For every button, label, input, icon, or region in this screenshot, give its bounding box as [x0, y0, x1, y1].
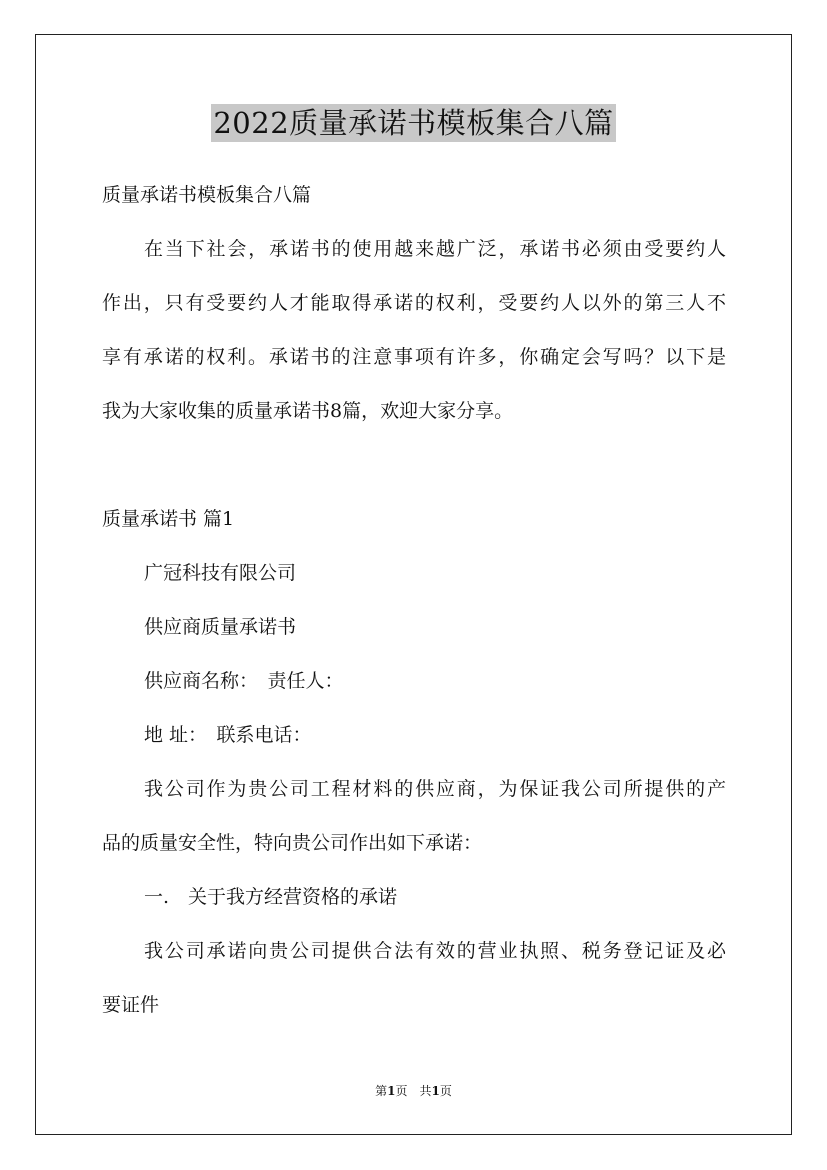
footer-page-current: 1: [387, 1084, 396, 1098]
section-heading: 质量承诺书 篇1: [102, 508, 235, 530]
footer-page-total: 1: [431, 1084, 440, 1098]
intro-line-3: 享有承诺的权利。承诺书的注意事项有许多，你确定会写吗？以下是: [102, 346, 726, 368]
body-2-line-1: 我公司承诺向贵公司提供合法有效的营业执照、税务登记证及必: [144, 940, 726, 962]
title-container: [0, 104, 827, 142]
commitment-doc-name: 供应商质量承诺书: [144, 616, 297, 638]
company-name: 广冠科技有限公司: [144, 562, 297, 584]
body-1-line-1: 我公司作为贵公司工程材料的供应商，为保证我公司所提供的产: [144, 778, 726, 800]
supplier-fields: 供应商名称： 责任人：: [144, 670, 344, 692]
address-fields: 地 址： 联系电话：: [144, 724, 312, 746]
clause-1-heading: 一. 关于我方经营资格的承诺: [144, 886, 398, 908]
intro-line-1: 在当下社会，承诺书的使用越来越广泛，承诺书必须由受要约人: [144, 238, 726, 260]
body-1-line-2: 品的质量安全性，特向贵公司作出如下承诺：: [102, 832, 483, 854]
footer-prefix: 第: [375, 1084, 388, 1098]
intro-line-4: 我为大家收集的质量承诺书8篇，欢迎大家分享。: [102, 400, 514, 422]
page-footer: [0, 1083, 827, 1099]
body-2-line-2: 要证件: [102, 994, 160, 1016]
footer-suffix: 页: [439, 1084, 452, 1098]
document-subtitle: 质量承诺书模板集合八篇: [102, 184, 312, 206]
document-title: 2022质量承诺书模板集合八篇: [213, 106, 614, 140]
intro-line-2: 作出，只有受要约人才能取得承诺的权利，受要约人以外的第三人不: [102, 292, 726, 314]
footer-mid: 页 共: [395, 1084, 432, 1098]
